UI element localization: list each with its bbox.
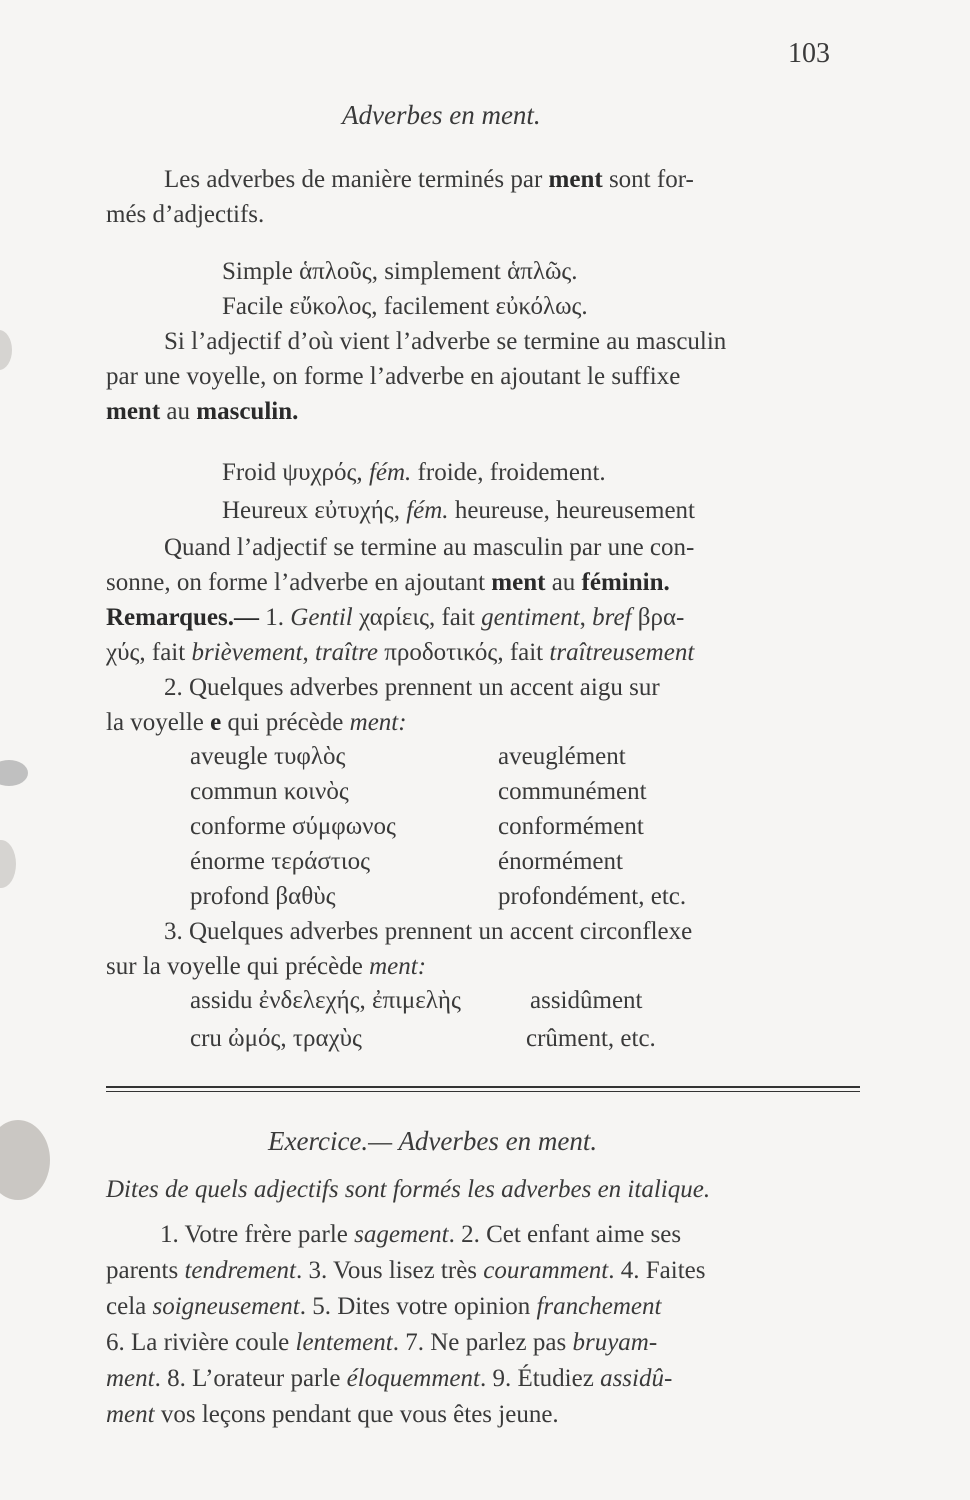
exercise-line-1: 1. Votre frère parle sagement. 2. Cet enfant aime ses — [160, 1221, 682, 1248]
remarques-line-3: 2. Quelques adverbes prennent un accent aigu sur — [164, 674, 660, 701]
circonflexe-row-2-right: crûment, etc. — [526, 1025, 656, 1052]
remarques-line-1: Remarques.— 1. Gentil χαρίεις, fait gentiment, bref βρα- — [106, 604, 685, 631]
aigu-right-0: aveuglément — [498, 743, 626, 770]
section-title: Adverbes en ment. — [342, 100, 541, 130]
page-number: 103 — [788, 38, 830, 69]
aigu-left-1: commun κοινὸς — [190, 778, 349, 805]
page-stain — [0, 1120, 50, 1200]
circonflexe-line-2: sur la voyelle qui précède ment: — [106, 953, 427, 980]
exercise-instruction: Dites de quels adjectifs sont formés les adverbes en italique. — [106, 1176, 711, 1203]
exercise-line-5: ment. 8. L’orateur parle éloquemment. 9. Étudiez assidû- — [106, 1365, 673, 1392]
intro-line-1: Les adverbes de manière terminés par ment sont for- — [164, 166, 694, 193]
rule1-line-3: ment au masculin. — [106, 398, 299, 425]
intro-line-2: més d’adjectifs. — [106, 201, 265, 228]
circonflexe-row-1-left: assidu ἐνδελεχής, ἐπιμελὴς — [190, 987, 461, 1014]
rule2-line-1: Quand l’adjectif se termine au masculin par une con- — [164, 534, 695, 561]
remarques-line-4: la voyelle e qui précède ment: — [106, 709, 407, 736]
page-stain — [0, 760, 28, 786]
example-froid: Froid ψυχρός, fém. froide, froidement. — [222, 459, 606, 486]
aigu-left-2: conforme σύμφωνος — [190, 813, 396, 840]
section-divider — [106, 1086, 860, 1088]
exercise-line-4: 6. La rivière coule lentement. 7. Ne parlez pas bruyam- — [106, 1329, 658, 1356]
exercise-title: Exercice.— Adverbes en ment. — [268, 1126, 598, 1156]
aigu-left-4: profond βαθὺς — [190, 883, 336, 910]
page-stain — [0, 840, 16, 888]
rule1-line-2: par une voyelle, on forme l’adverbe en ajoutant le suffixe — [106, 363, 681, 390]
rule1-line-1: Si l’adjectif d’où vient l’adverbe se termine au masculin — [164, 328, 727, 355]
aigu-right-4: profondément, etc. — [498, 883, 687, 910]
remarques-line-2: χύς, fait brièvement, traître προδοτικός, fait traîtreusement — [106, 639, 695, 666]
exercise-line-3: cela soigneusement. 5. Dites votre opinion franchement — [106, 1293, 662, 1320]
aigu-left-3: énorme τεράστιος — [190, 848, 370, 875]
circonflexe-line-1: 3. Quelques adverbes prennent un accent circonflexe — [164, 918, 693, 945]
exercise-line-2: parents tendrement. 3. Vous lisez très couramment. 4. Faites — [106, 1257, 706, 1284]
example-simple: Simple ἁπλοῦς, simplement ἁπλῶς. — [222, 258, 578, 285]
page-stain — [0, 330, 12, 370]
aigu-right-3: énormément — [498, 848, 623, 875]
example-facile: Facile εὔκολος, facilement εὐκόλως. — [222, 293, 588, 320]
exercise-line-6: ment vos leçons pendant que vous êtes jeune. — [106, 1401, 559, 1428]
example-heureux: Heureux εὐτυχής, fém. heureuse, heureusement — [222, 497, 695, 524]
circonflexe-row-1-right: assidûment — [530, 987, 643, 1014]
rule2-line-2: sonne, on forme l’adverbe en ajoutant ment au féminin. — [106, 569, 670, 596]
aigu-left-0: aveugle τυφλὸς — [190, 743, 346, 770]
circonflexe-row-2-left: cru ὠμός, τραχὺς — [190, 1025, 362, 1052]
aigu-right-1: communément — [498, 778, 647, 805]
aigu-right-2: conformément — [498, 813, 644, 840]
section-divider — [106, 1091, 860, 1092]
